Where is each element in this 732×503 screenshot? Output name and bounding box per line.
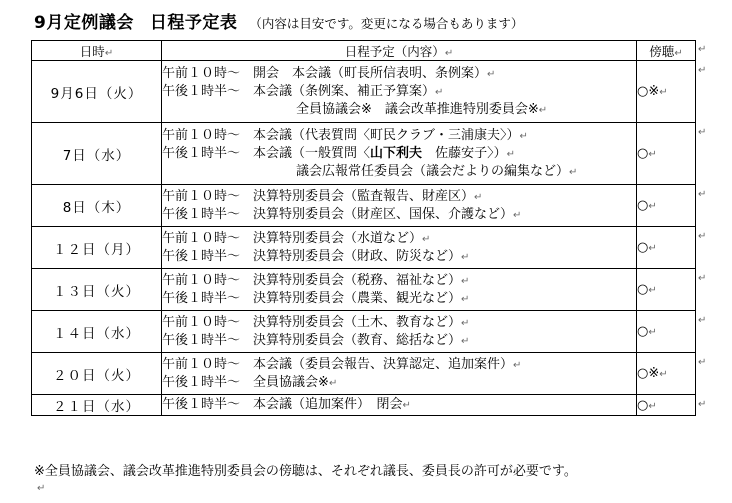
table-header-row bbox=[32, 41, 696, 61]
footnote: ※全員協議会、議会改革推進特別委員会の傍聴は、それぞれ議長、委員長の許可が必要です。 bbox=[34, 464, 577, 479]
line-mark: ↵ bbox=[569, 166, 578, 178]
line-mark: ↵ bbox=[461, 251, 470, 263]
schedule-text-cont: 佐藤安子〉） bbox=[422, 145, 507, 161]
row-observe: ○↵ bbox=[637, 311, 696, 353]
row-schedule bbox=[162, 269, 637, 311]
schedule-line bbox=[162, 188, 636, 206]
row-date: １４日（水） bbox=[32, 311, 162, 353]
row-observe: ○※↵ bbox=[637, 353, 696, 395]
schedule-line bbox=[162, 230, 636, 248]
table-row bbox=[32, 227, 696, 269]
schedule-line bbox=[162, 206, 636, 224]
schedule-time: 午前１０時～ bbox=[162, 314, 241, 330]
schedule-text: 決算特別委員会（教育、総括など） bbox=[253, 332, 462, 348]
line-mark: ↵ bbox=[506, 148, 515, 160]
table-row bbox=[32, 311, 696, 353]
schedule-time: 午前１０時～ bbox=[162, 272, 241, 288]
schedule-line bbox=[162, 101, 636, 119]
schedule-body bbox=[32, 61, 696, 416]
schedule-line bbox=[162, 83, 636, 101]
row-date: ２１日（水） bbox=[32, 395, 162, 416]
row-observe: ○↵ bbox=[637, 123, 696, 185]
schedule-text: 決算特別委員会（財政、防災など） bbox=[253, 248, 462, 264]
schedule-line bbox=[162, 290, 636, 308]
schedule-time: 午後１時半～ bbox=[162, 145, 241, 161]
schedule-text: 議会広報常任委員会（議会だよりの編集など） bbox=[296, 163, 570, 179]
line-mark: ↵ bbox=[538, 104, 548, 116]
line-mark: ↵ bbox=[422, 233, 431, 245]
table-row bbox=[32, 185, 696, 227]
table-row bbox=[32, 123, 696, 185]
schedule-line bbox=[162, 374, 636, 392]
schedule-line bbox=[162, 396, 636, 414]
row-end-mark: ↵ bbox=[698, 273, 707, 284]
schedule-text: 全員協議会※ bbox=[253, 374, 329, 390]
schedule-time: 午後１時半～ bbox=[162, 206, 241, 222]
schedule-speaker-bold: 山下利夫 bbox=[370, 145, 423, 161]
schedule-time: 午前１０時～ bbox=[162, 188, 241, 204]
row-date: 8日（木） bbox=[32, 185, 162, 227]
schedule-text: 本会議（条例案、補正予算案） bbox=[253, 83, 436, 99]
row-date: ２０日（火） bbox=[32, 353, 162, 395]
schedule-time: 午前１０時～ bbox=[162, 127, 241, 143]
schedule-line bbox=[162, 248, 636, 266]
row-observe: ○↵ bbox=[637, 227, 696, 269]
table-row bbox=[32, 395, 696, 416]
row-observe: ○↵ bbox=[637, 395, 696, 416]
row-date: 9月6日（火） bbox=[32, 61, 162, 123]
schedule-text: 本会議（追加案件） 閉会 bbox=[253, 397, 403, 412]
row-end-mark: ↵ bbox=[698, 357, 707, 368]
schedule-text: 決算特別委員会（税務、福祉など） bbox=[253, 272, 462, 288]
row-schedule bbox=[162, 395, 637, 416]
schedule-text: 決算特別委員会（農業、観光など） bbox=[253, 290, 462, 306]
title-note: （内容は目安です。変更になる場合もあります） bbox=[249, 16, 524, 31]
schedule-time: 午前１０時～ bbox=[162, 230, 241, 246]
schedule-time: 午後１時半～ bbox=[162, 83, 241, 99]
title-main: 9月定例議会 bbox=[34, 13, 134, 33]
schedule-text: 本会議（代表質問〈町民クラブ・三浦康夫〉） bbox=[253, 127, 520, 143]
paragraph-mark: ↵ bbox=[37, 483, 46, 494]
line-mark: ↵ bbox=[474, 191, 483, 203]
line-mark: ↵ bbox=[461, 293, 470, 305]
schedule-time: 午前１０時～ bbox=[162, 356, 241, 372]
row-date: 7日（水） bbox=[32, 123, 162, 185]
line-mark: ↵ bbox=[487, 68, 496, 80]
row-end-mark: ↵ bbox=[698, 127, 707, 138]
schedule-time: 午後１時半～ bbox=[162, 290, 241, 306]
schedule-time: 午後１時半～ bbox=[162, 248, 241, 264]
header-schedule: 日程予定（内容）↵ bbox=[162, 41, 637, 61]
schedule-time: 午後１時半～ bbox=[162, 397, 241, 412]
schedule-time: 午前１０時～ bbox=[162, 65, 241, 81]
line-mark: ↵ bbox=[461, 317, 470, 329]
schedule-line bbox=[162, 314, 636, 332]
schedule-text: 開会 本会議（町長所信表明、条例案） bbox=[253, 65, 488, 81]
row-date: １３日（火） bbox=[32, 269, 162, 311]
row-date: １２日（月） bbox=[32, 227, 162, 269]
line-mark: ↵ bbox=[513, 209, 522, 221]
schedule-text: 決算特別委員会（水道など） bbox=[253, 230, 423, 246]
row-schedule bbox=[162, 227, 637, 269]
line-mark: ↵ bbox=[461, 335, 470, 347]
row-schedule bbox=[162, 61, 637, 123]
schedule-time: 午後１時半～ bbox=[162, 374, 241, 390]
line-mark: ↵ bbox=[461, 275, 470, 287]
row-observe: ○↵ bbox=[637, 185, 696, 227]
line-mark: ↵ bbox=[328, 377, 338, 389]
row-observe: ○※↵ bbox=[637, 61, 696, 123]
schedule-line bbox=[162, 145, 636, 163]
table-row bbox=[32, 353, 696, 395]
row-end-mark: ↵ bbox=[698, 44, 707, 55]
row-schedule bbox=[162, 311, 637, 353]
row-observe: ○↵ bbox=[637, 269, 696, 311]
schedule-line bbox=[162, 127, 636, 145]
line-mark: ↵ bbox=[513, 359, 522, 371]
schedule-line bbox=[162, 163, 636, 181]
header-datetime: 日時↵ bbox=[32, 41, 162, 61]
schedule-line bbox=[162, 272, 636, 290]
row-schedule bbox=[162, 123, 637, 185]
row-end-mark: ↵ bbox=[698, 315, 707, 326]
schedule-text: 決算特別委員会（監査報告、財産区） bbox=[253, 188, 475, 204]
schedule-line bbox=[162, 356, 636, 374]
schedule-text: 決算特別委員会（土木、教育など） bbox=[253, 314, 462, 330]
schedule-line bbox=[162, 65, 636, 83]
table-row bbox=[32, 269, 696, 311]
row-end-mark: ↵ bbox=[698, 231, 707, 242]
row-end-mark: ↵ bbox=[698, 65, 707, 76]
line-mark: ↵ bbox=[435, 86, 444, 98]
schedule-line bbox=[162, 332, 636, 350]
title-sub: 日程予定表 bbox=[149, 13, 238, 33]
row-schedule bbox=[162, 185, 637, 227]
row-end-mark: ↵ bbox=[698, 399, 707, 410]
line-mark: ↵ bbox=[519, 130, 528, 142]
schedule-time: 午後１時半～ bbox=[162, 332, 241, 348]
schedule-text: 全員協議会※ 議会改革推進特別委員会※ bbox=[296, 101, 539, 117]
row-end-marks bbox=[698, 40, 718, 460]
schedule-text: 本会議（委員会報告、決算認定、追加案件） bbox=[253, 356, 514, 372]
row-end-mark: ↵ bbox=[698, 189, 707, 200]
table-row bbox=[32, 61, 696, 123]
header-observe: 傍聴↵ bbox=[637, 41, 696, 61]
line-mark: ↵ bbox=[402, 400, 411, 411]
schedule-table bbox=[31, 40, 696, 416]
schedule-text: 本会議（一般質問〈 bbox=[253, 145, 371, 161]
row-schedule bbox=[162, 353, 637, 395]
document-title bbox=[34, 8, 523, 34]
schedule-text: 決算特別委員会（財産区、国保、介護など） bbox=[253, 206, 514, 222]
